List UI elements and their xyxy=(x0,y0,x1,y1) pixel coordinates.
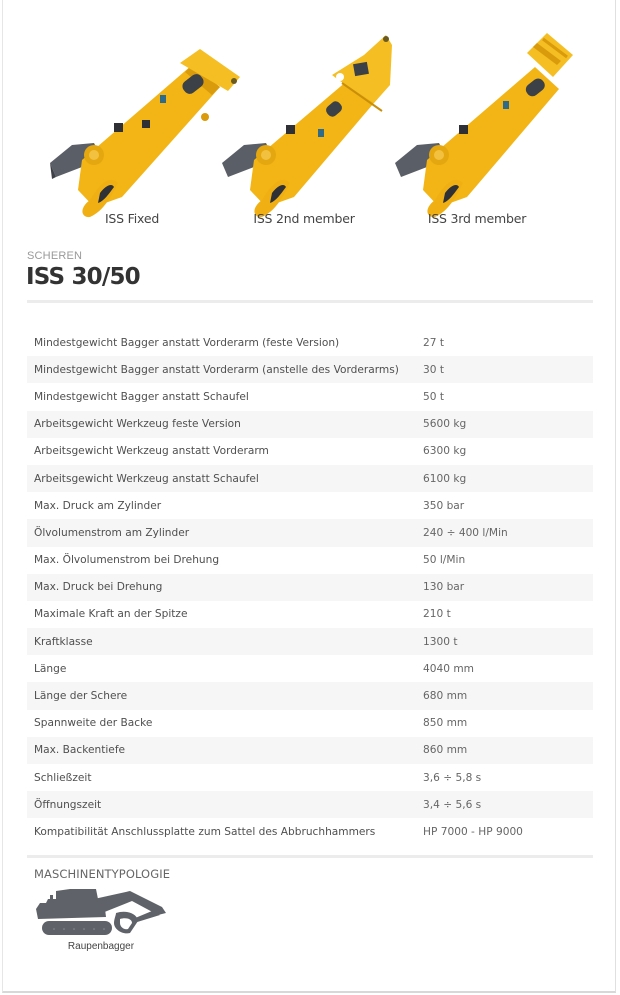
table-row xyxy=(27,383,593,410)
spec-label: Mindestgewicht Bagger anstatt Schaufel xyxy=(34,390,249,403)
table-row xyxy=(27,737,593,764)
spec-value: 210 t xyxy=(423,608,451,621)
table-row xyxy=(27,438,593,465)
product-gallery xyxy=(0,0,620,235)
table-row xyxy=(27,628,593,655)
spec-label: Arbeitsgewicht Werkzeug anstatt Schaufel xyxy=(34,472,259,485)
spec-label: Kraftklasse xyxy=(34,635,93,648)
table-row xyxy=(27,574,593,601)
spec-label: Spannweite der Backe xyxy=(34,717,153,730)
table-row xyxy=(27,764,593,791)
hydraulic-shear-image xyxy=(42,25,242,220)
table-row xyxy=(27,791,593,818)
product-iss-fixed[interactable] xyxy=(42,25,222,235)
spec-value: 6300 kg xyxy=(423,445,467,458)
spec-value: HP 7000 - HP 9000 xyxy=(423,825,523,838)
table-row xyxy=(27,682,593,709)
spec-value: 240 ÷ 400 l/Min xyxy=(423,526,508,539)
table-row xyxy=(27,601,593,628)
spec-value: 50 l/Min xyxy=(423,554,466,567)
table-row xyxy=(27,818,593,845)
product-iss-2nd-member[interactable] xyxy=(214,25,394,235)
spec-value: 350 bar xyxy=(423,499,465,512)
spec-value: 130 bar xyxy=(423,581,465,594)
product-iss-3rd-member[interactable] xyxy=(387,25,567,235)
specs-table xyxy=(27,329,593,846)
spec-value: 6100 kg xyxy=(423,472,467,485)
spec-label: Schließzeit xyxy=(34,771,92,784)
spec-label: Mindestgewicht Bagger anstatt Vorderarm (anstelle des Vorderarms) xyxy=(34,363,399,376)
product-caption: ISS 3rd member xyxy=(427,211,527,226)
page-title: ISS 30/50 xyxy=(26,264,140,290)
spec-value: 3,6 ÷ 5,8 s xyxy=(423,771,482,784)
spec-label: Maximale Kraft an der Spitze xyxy=(34,608,188,621)
category-label: SCHEREN xyxy=(27,250,83,262)
spec-value: 680 mm xyxy=(423,690,468,703)
spec-value: 850 mm xyxy=(423,717,468,730)
machine-typology-heading: MASCHINENTYPOLOGIE xyxy=(34,867,171,881)
spec-label: Ölvolumenstrom am Zylinder xyxy=(34,526,190,539)
spec-label: Max. Druck bei Drehung xyxy=(34,581,163,594)
table-row xyxy=(27,411,593,438)
crawler-excavator-icon[interactable] xyxy=(34,887,168,939)
spec-label: Max. Druck am Zylinder xyxy=(34,499,162,512)
spec-label: Arbeitsgewicht Werkzeug anstatt Vorderarm xyxy=(34,445,269,458)
hydraulic-shear-image xyxy=(387,25,587,220)
table-row xyxy=(27,547,593,574)
spec-value: 50 t xyxy=(423,390,445,403)
spec-value: 5600 kg xyxy=(423,418,467,431)
spec-label: Arbeitsgewicht Werkzeug feste Version xyxy=(34,418,241,431)
spec-label: Kompatibilität Anschlussplatte zum Sattel des Abbruchhammers xyxy=(34,825,376,838)
product-caption: ISS Fixed xyxy=(104,211,160,226)
table-row xyxy=(27,519,593,546)
spec-value: 4040 mm xyxy=(423,662,474,675)
machine-type-label: Raupenbagger xyxy=(67,941,135,952)
spec-value: 1300 t xyxy=(423,635,458,648)
spec-value: 30 t xyxy=(423,363,445,376)
spec-value: 860 mm xyxy=(423,744,468,757)
table-row xyxy=(27,710,593,737)
table-row xyxy=(27,329,593,356)
table-row xyxy=(27,655,593,682)
title-divider xyxy=(27,300,593,303)
table-row xyxy=(27,492,593,519)
spec-label: Max. Ölvolumenstrom bei Drehung xyxy=(34,554,220,567)
hydraulic-shear-image xyxy=(214,25,414,220)
table-row xyxy=(27,356,593,383)
spec-label: Länge der Schere xyxy=(34,690,128,703)
spec-label: Max. Backentiefe xyxy=(34,744,126,757)
spec-value: 27 t xyxy=(423,336,445,349)
spec-label: Öffnungszeit xyxy=(34,798,102,811)
product-caption: ISS 2nd member xyxy=(253,211,355,226)
spec-label: Mindestgewicht Bagger anstatt Vorderarm (feste Version) xyxy=(34,336,340,349)
specs-divider xyxy=(27,855,593,858)
spec-value: 3,4 ÷ 5,6 s xyxy=(423,798,482,811)
spec-label: Länge xyxy=(34,662,67,675)
table-row xyxy=(27,465,593,492)
